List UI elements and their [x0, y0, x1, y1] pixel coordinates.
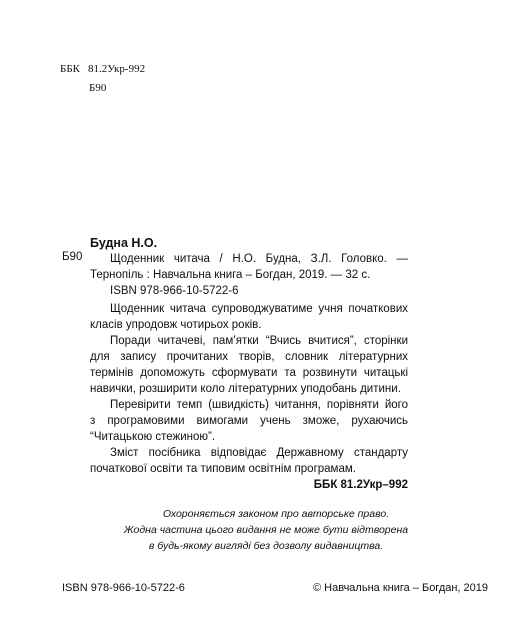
catalog-isbn-text: ISBN 978-966-10-5722-6 [110, 285, 239, 297]
bbk-label: ББК [60, 63, 80, 75]
catalog-imprint-line: Тернопіль : Навчальна книга – Богдан, 2019. — 32 с. [90, 269, 371, 281]
catalog-author: Будна Н.О. [90, 236, 158, 250]
catalog-isbn [90, 283, 408, 299]
annotation-line: Перевірити темп (швидкість) читання, порівняти його [110, 399, 408, 411]
catalog-title-line: Щоденник читача / Н.О. Будна, З.Л. Головко. — [110, 253, 408, 265]
annotation-line: “Читацькою стежиною”. [90, 431, 216, 443]
bbk-code: 81.2Укр-992 [87, 63, 146, 75]
annotation-line: з програмовими вимогами учень зможе, рухаючись [90, 415, 408, 427]
annotation-line: Зміст посібника відповідає Державному стандарту [110, 447, 408, 459]
catalog-bbk: ББК 81.2Укр–992 [313, 479, 408, 491]
footer-isbn: ISBN 978-966-10-5722-6 [62, 582, 185, 594]
annotation-line: термінів допоможуть сформувати та розвинути читацькі [90, 367, 408, 379]
copyright-line: Жодна частина цього видання не може бути відтворена [123, 524, 409, 536]
bbk-index-top [60, 63, 145, 75]
copyright-notice [0, 506, 532, 554]
catalog-annotation [90, 301, 408, 493]
annotation-line: початкової освіти та типовим освітнім програмам. [90, 463, 356, 475]
annotation-line: Поради читачеві, пам’ятки “Вчись вчитися”, сторінки [110, 335, 408, 347]
copyright-line: в будь-якому вигляді без дозволу видавництва. [148, 540, 384, 552]
copyright-line: Охороняється законом про авторське право. [162, 508, 390, 520]
footer-publisher: © Навчальна книга – Богдан, 2019 [313, 582, 489, 594]
annotation-line: для запису прочитаних творів, словник літературних [90, 351, 408, 363]
catalog-author-mark: Б90 [62, 251, 83, 263]
annotation-line: класів упродовж чотирьох років. [90, 319, 262, 331]
author-mark-top: Б90 [89, 82, 107, 94]
annotation-line: навички, розширити коло літературних уподобань дитини. [90, 383, 401, 395]
annotation-line: Щоденник читача супроводжуватиме учня початкових [110, 303, 408, 315]
catalog-title-block [90, 251, 408, 283]
